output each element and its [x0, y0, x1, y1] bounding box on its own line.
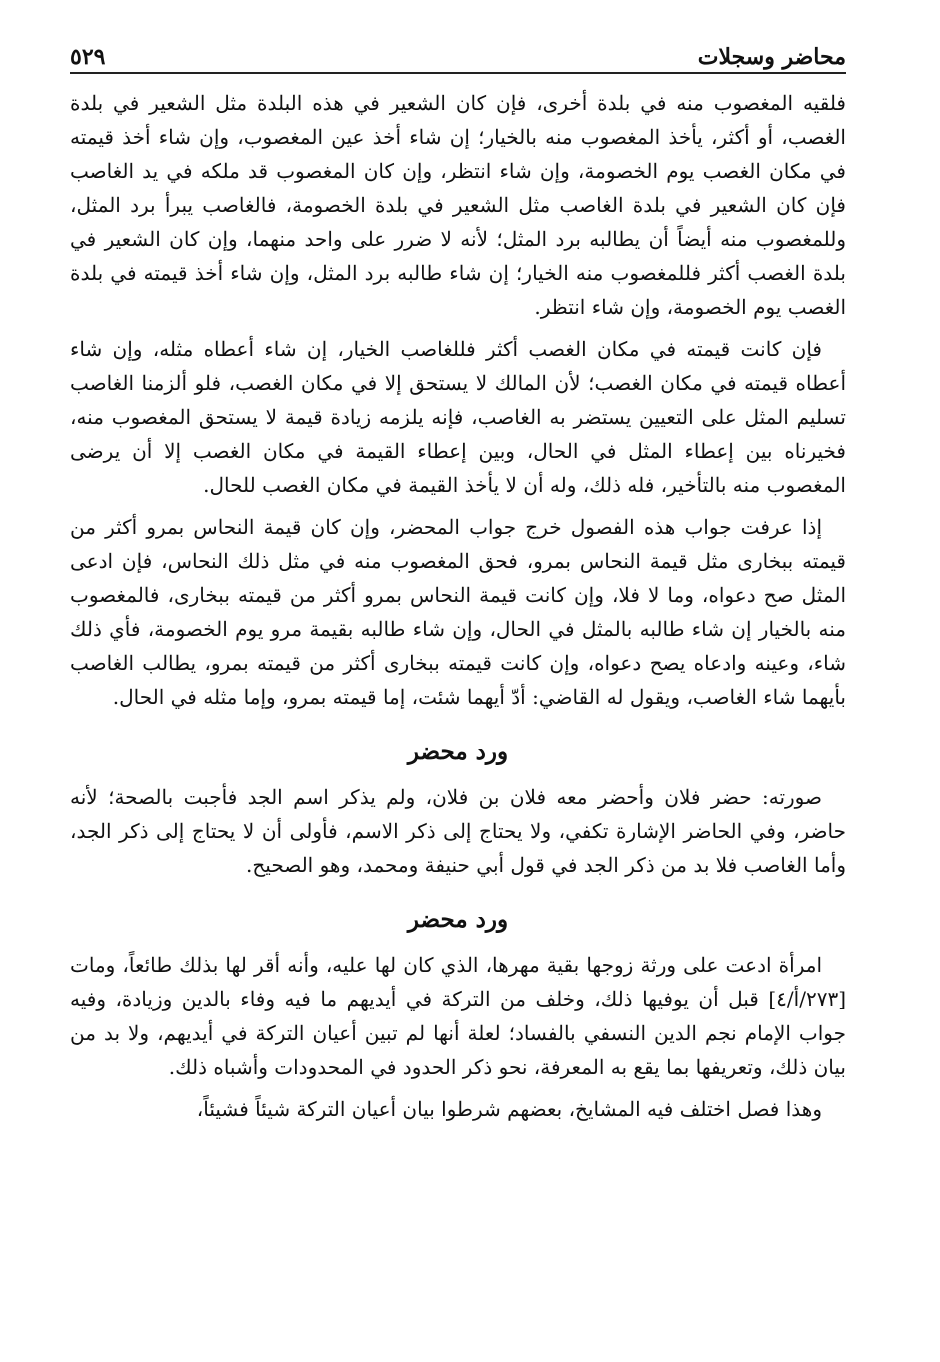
section-heading: ورد محضر	[407, 738, 509, 765]
page-number: ٥٢٩	[70, 44, 106, 70]
page-header	[70, 30, 846, 70]
header-divider	[70, 72, 846, 74]
page-body	[70, 86, 846, 1134]
paragraph: صورته: حضر فلان وأحضر معه فلان بن فلان، ولم يذكر اسم الجد فأجبت بالصحة؛ لأنه حاضر، وفي الحاضر الإشارة تكفي، ولا يحتاج إلى ذكر الاسم، فأولى أن لا يحتاج إلى ذكر الجد، وأما الغاصب فلا بد من ذكر الجد في قول أبي حنيفة ومحمد، وهو الصحيح.	[70, 785, 846, 877]
paragraph: فلقيه المغصوب منه في بلدة أخرى، فإن كان الشعير في هذه البلدة مثل الشعير في بلدة الغصب، أو أكثر، يأخذ المغصوب منه بالخيار؛ إن شاء أخذ عين المغصوب، وإن شاء أخذ قيمته في مكان الغصب يوم الخصومة، وإن شاء انتظر، وإن كان المغصوب قد ملكه في يد الغاصب فإن كان الشعير في بلدة الغاصب مثل الشعير في بلدة الخصومة، فالغاصب يبرأ برد المثل، وللمغصوب منه أيضاً أن يطالبه برد المثل؛ لأنه لا ضرر على واحد منهما، وإن كان الشعير في بلدة الغصب أكثر فللمغصوب منه الخيار؛ إن شاء طالبه برد المثل، وإن شاء أخذ قيمته في بلدة الغصب يوم الخصومة، وإن شاء انتظر.	[70, 91, 846, 319]
paragraph: امرأة ادعت على ورثة زوجها بقية مهرها، الذي كان لها عليه، وأنه أقر لها بذلك طائعاً، ومات [٢٧٣/أ/٤] قبل أن يوفيها ذلك، وخلف من التركة في أيديهم ما فيه وفاء بالدين وزيادة، وفيه جواب الإمام نجم الدين النسفي بالفساد؛ لعلة أنها لم تبين أعيان التركة في أيديهم، ولا بد من بيان ذلك، وتعريفها بما يقع به المعرفة، نحو ذكر الحدود في المحدودات وأشباه ذلك.	[70, 953, 847, 1079]
paragraph: فإن كانت قيمته في مكان الغصب أكثر فللغاصب الخيار، إن شاء أعطاه مثله، وإن شاء أعطاه قيمته في مكان الغصب؛ لأن المالك لا يستحق إلا في مكان الغصب، فلو ألزمنا الغاصب تسليم المثل على التعيين يستضر به الغاصب، فإنه يلزمه زيادة قيمة لا يستحق المغصوب منه، فخيرناه بين إعطاء المثل في الحال، وبين إعطاء القيمة في مكان الغصب إلا أن يرضى المغصوب منه بالتأخير، فله ذلك، وله أن لا يأخذ القيمة في مكان الغصب للحال.	[70, 337, 846, 497]
section-heading: ورد محضر	[407, 906, 509, 933]
paragraph: وهذا فصل اختلف فيه المشايخ، بعضهم شرطوا بيان أعيان التركة شيئاً فشيئاً،	[196, 1097, 822, 1121]
running-title: محاضر وسجلات	[697, 44, 846, 70]
paragraph: إذا عرفت جواب هذه الفصول خرج جواب المحضر، وإن كان قيمة النحاس بمرو أكثر من قيمته ببخارى مثل قيمة النحاس بمرو، فحق المغصوب منه في مثل ذلك النحاس، فإن ادعى المثل صح دعواه، وما لا فلا، وإن كانت قيمة النحاس بمرو أكثر من قيمته ببخارى، فالمغصوب منه بالخيار إن شاء طالبه بالمثل في الحال، وإن شاء طالبه بقيمة مرو يوم الخصومة، فأي ذلك شاء، وعينه وادعاه يصح دعواه، وإن كانت قيمته ببخارى أكثر من قيمته بمرو، يطالب الغاصب بأيهما شاء الغاصب، ويقول له القاضي: أدّ أيهما شئت، إما قيمته بمرو، وإما مثله في الحال.	[70, 515, 846, 709]
